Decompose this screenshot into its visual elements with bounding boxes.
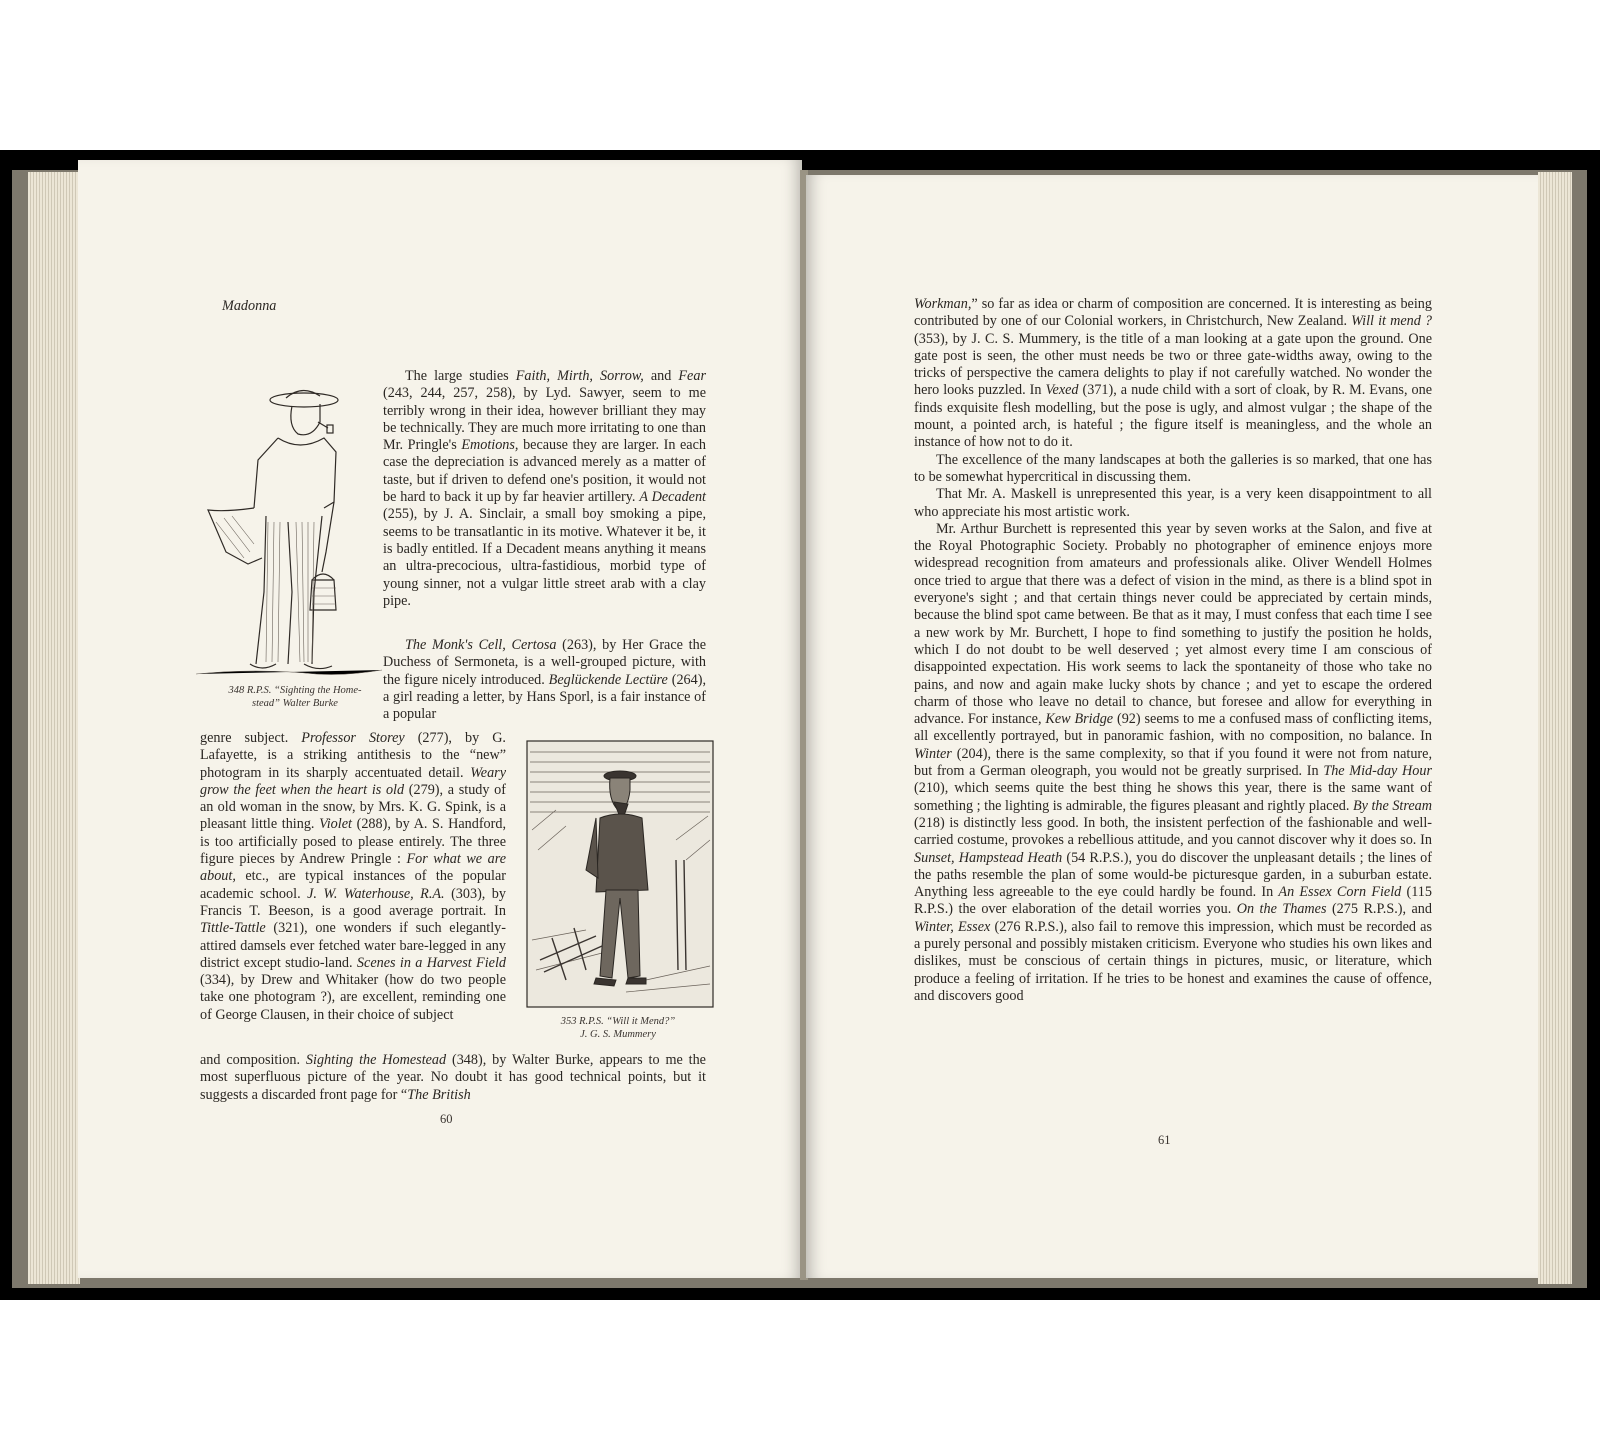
italic-title: Beglückende Lectüre [548,671,668,688]
text-run: (277), by G. Lafayette, is a striking antithesis to the “new” photogram in its sharply accentuated detail. [200,730,506,781]
text-run: (243, 244, 257, 258), by Lyd. Sawyer, seem to me terribly wrong in their idea, however brilliant they may be technically. They are much more irritating to one than Mr. Pringle's [383,385,706,454]
text-run: etc., are typical instances of the popular academic school. [200,868,506,902]
figure-caption-348-line1: 348 R.P.S. “Sighting the Home- [228,685,362,696]
paragraph [914,486,1432,521]
italic-title: Sighting the Homestead [305,1052,447,1068]
text-run: because they are larger. In each case the depreciation is advanced merely as a matter of taste, but if driven to defend one's position, it would not be hard to back it up by far heavier artillery. [383,437,706,506]
text-run: and [643,368,679,384]
text-run: (348), by Walter Burke, appears to me the most superfluous picture of the year. No doubt it has good technical points, but it suggests a discarded front page for “ [200,1052,706,1103]
figure-sighting-homestead [196,382,384,680]
text-run: (275 R.P.S.), and [1326,901,1432,918]
italic-title: Fear [678,368,706,384]
text-run: (255), by J. A. Sinclair, a small boy smoking a pipe, seems to be transatlantic in its motive. Whatever it be, it is badly entitled. If a Decadent means anything it means an ultra-precocious, ultra-fastidious, morbid type of young sinner, not a vulgar little street arab with a clay pipe. [383,506,706,609]
left-text-block-beside-figure-1 [383,368,706,610]
paragraph [200,1052,706,1104]
text-run: Mr. Arthur Burchett is represented this year by seven works at the Salon, and five at the Royal Photographic Society. Probably no photographer of eminence enjoys more widespread recognition from amateurs and professionals alike. Oliver Wendell Holmes once tried to argue that there was a defect of vision in the mind, as there is a blind spot in everyone's sight ; and that certain things never could be appreciated by certain minds, because the blind spot came between. Be that as it may, I must confess that each time I see a new work by Mr. Burchett, I hope to find something to justify the position he holds, which I do not doubt to be well deserved ; yet almost every time I am conscious of disappointed expectation. His work seems to lack the spontaneity of those who take no pains, and now and again make lucky shots by chance ; and yet to escape the ordered charm of those who leave no detail to chance, but foresee and allow for everything in advance. For instance, [914,520,1432,728]
italic-title: Winter [914,745,952,762]
italic-title: The Monk's Cell, Certosa [405,637,557,653]
italic-title: J. W. Waterhouse, R.A. [307,885,445,902]
italic-title: By the Stream [1352,797,1432,814]
text-run: (321), one wonders if such elegantly-attired damsels ever fetched water bare-legged in any district except studio-land. [200,920,506,971]
italic-title: Scenes in a Harvest Field [356,954,506,971]
paragraph [914,452,1432,487]
figure-caption-348-line2: stead” Walter Burke [252,698,338,709]
italic-title: Vexed [1045,382,1079,399]
paragraph [914,521,1432,1005]
text-run: (264), a girl reading a letter, by Hans Sporl, is a fair instance of a popular [383,671,706,723]
left-text-block-bottom [200,1052,706,1104]
text-run: (353), by J. C. S. Mummery, is the title of a man looking at a gate upon the ground. One gate post is seen, the other must needs be two or three gate-widths away, owing to the tricks of perspective the camera delights to play if not carefully watched. No wonder the hero looks puzzled. In [914,330,1432,399]
text-run: The excellence of the many landscapes at both the galleries is so marked, that one has to be somewhat hypercritical in discussing them. [914,451,1432,485]
italic-title: Tittle-Tattle [200,920,266,937]
text-run: (279), a study of an old woman in the snow, by Mrs. K. G. Spink, is a pleasant little thing. [200,781,507,833]
page-number-right: 61 [1158,1133,1171,1147]
italic-title: The British [407,1086,471,1103]
paragraph [914,296,1432,452]
italic-title: Professor Storey [301,730,405,746]
italic-title: On the Thames [1236,901,1327,918]
paragraph [383,637,706,723]
italic-title: An Essex Corn Field [1278,884,1402,901]
figure-caption-353-line1: 353 R.P.S. “Will it Mend?” [560,1016,676,1027]
italic-title: For what we are about, [200,851,506,885]
italic-title: Emotions, [461,437,519,454]
text-run: (210), which seems quite the best thing he shows this year, there is the same want of something ; the lighting is admirable, the figures pleasant and rightly placed. [914,780,1432,814]
italic-title: Violet [319,816,352,833]
italic-title: Workman, [914,296,972,312]
text-run: The large studies [405,368,516,384]
text-run: (218) is distinctly less good. In both, the insistent perfection of the fashionable and well-carried costume, provokes a rebellious attitude, and you cannot discover why it does so. In [914,814,1432,849]
paragraph [383,368,706,610]
right-text-column [914,296,1432,1005]
italic-title: A Decadent [639,489,706,506]
text-run: (92) seems to me a confused mass of conflicting items, all excellently portrayed, but in panoramic fashion, with no composition, no balance. In [914,711,1432,745]
italic-title: Weary grow the feet when the heart is old [200,764,506,798]
text-run: (204), there is the same complexity, so that if you found it were not from nature, but from a German oleograph, you would not be greatly surprised. In [914,745,1432,780]
text-run: ” so far as idea or charm of composition are concerned. It is interesting as being contributed by one of our Colonial workers, in Christchurch, New Zealand. [914,296,1432,330]
figure-will-it-mend [526,740,714,1008]
left-text-block-monk [383,637,706,723]
text-run: (371), a nude child with a sort of cloak, by R. M. Evans, one finds exquisite flesh modelling, but the pose is ugly, and almost vulgar ; the shape of the mount, a pointed arch, is hateful ; the figure itself is meaningless, and the whole an instance of how not to do it. [914,382,1432,451]
page-number-left: 60 [440,1112,453,1126]
figure-caption-353-line2: J. G. S. Mummery [580,1029,656,1040]
text-run: (54 R.P.S.), you do discover the unpleasant details ; the lines of the paths resemble the plan of some would-be picturesque garden, in a suburban estate. Anything less agreeable to the eye could hardly be found. In [914,849,1433,901]
italic-title: Faith, Mirth, Sorrow, [515,368,644,384]
paragraph [200,730,506,1024]
italic-title: Kew Bridge [1045,711,1114,728]
text-run: and composition. [200,1052,306,1068]
text-run: (334), by Drew and Whitaker (how do two people take one photogram ?), are excellent, reminding one of George Clausen, in their choice of subject [200,972,506,1023]
left-text-block-top [200,298,706,315]
left-text-block-beside-figure-2 [200,730,506,1024]
text-run: (303), by Francis T. Beeson, is a good average portrait. In [200,885,506,919]
text-run: That Mr. A. Maskell is unrepresented this year, is a very keen disappointment to all who appreciate his most artistic work. [914,486,1432,520]
italic-title: Winter, Essex [914,918,991,935]
right-page [806,175,1538,1278]
text-run: (288), by A. S. Handford, is too artificially posed to please entirely. The three figure pieces by Andrew Pringle : [200,816,506,868]
italic-title: Madonna [222,298,277,314]
text-run: (276 R.P.S.), also fail to remove this impression, which must be recorded as a purely personal and possibly mistaken criticism. Everyone who studies his own likes and dislikes, must be conscious of certain things in pictures, music, or literature, which produce a feeling of irritation. If he tries to be honest and examines the cause of offence, and discovers good [914,918,1432,1004]
sketch-man-with-bucket [196,382,384,680]
page-edges-right [1538,172,1572,1284]
paragraph [200,298,706,315]
italic-title: Sunset, Hampstead Heath [914,849,1063,866]
figure-caption-348 [190,684,400,710]
italic-title: The Mid-day Hour [1323,763,1432,780]
italic-title: Will it mend ? [1351,313,1432,330]
text-run: (263), by Her Grace the Duchess of Sermoneta, is a well-grouped picture, with the figure nicely introduced. [383,637,706,688]
text-run: genre subject. [200,730,302,746]
figure-caption-353 [518,1015,718,1041]
page-edges-left [28,172,80,1284]
text-run: (115 R.P.S.) the over elaboration of the detail worries you. [914,884,1432,918]
engraving-man-by-gate [526,740,714,1008]
left-page [78,160,802,1278]
